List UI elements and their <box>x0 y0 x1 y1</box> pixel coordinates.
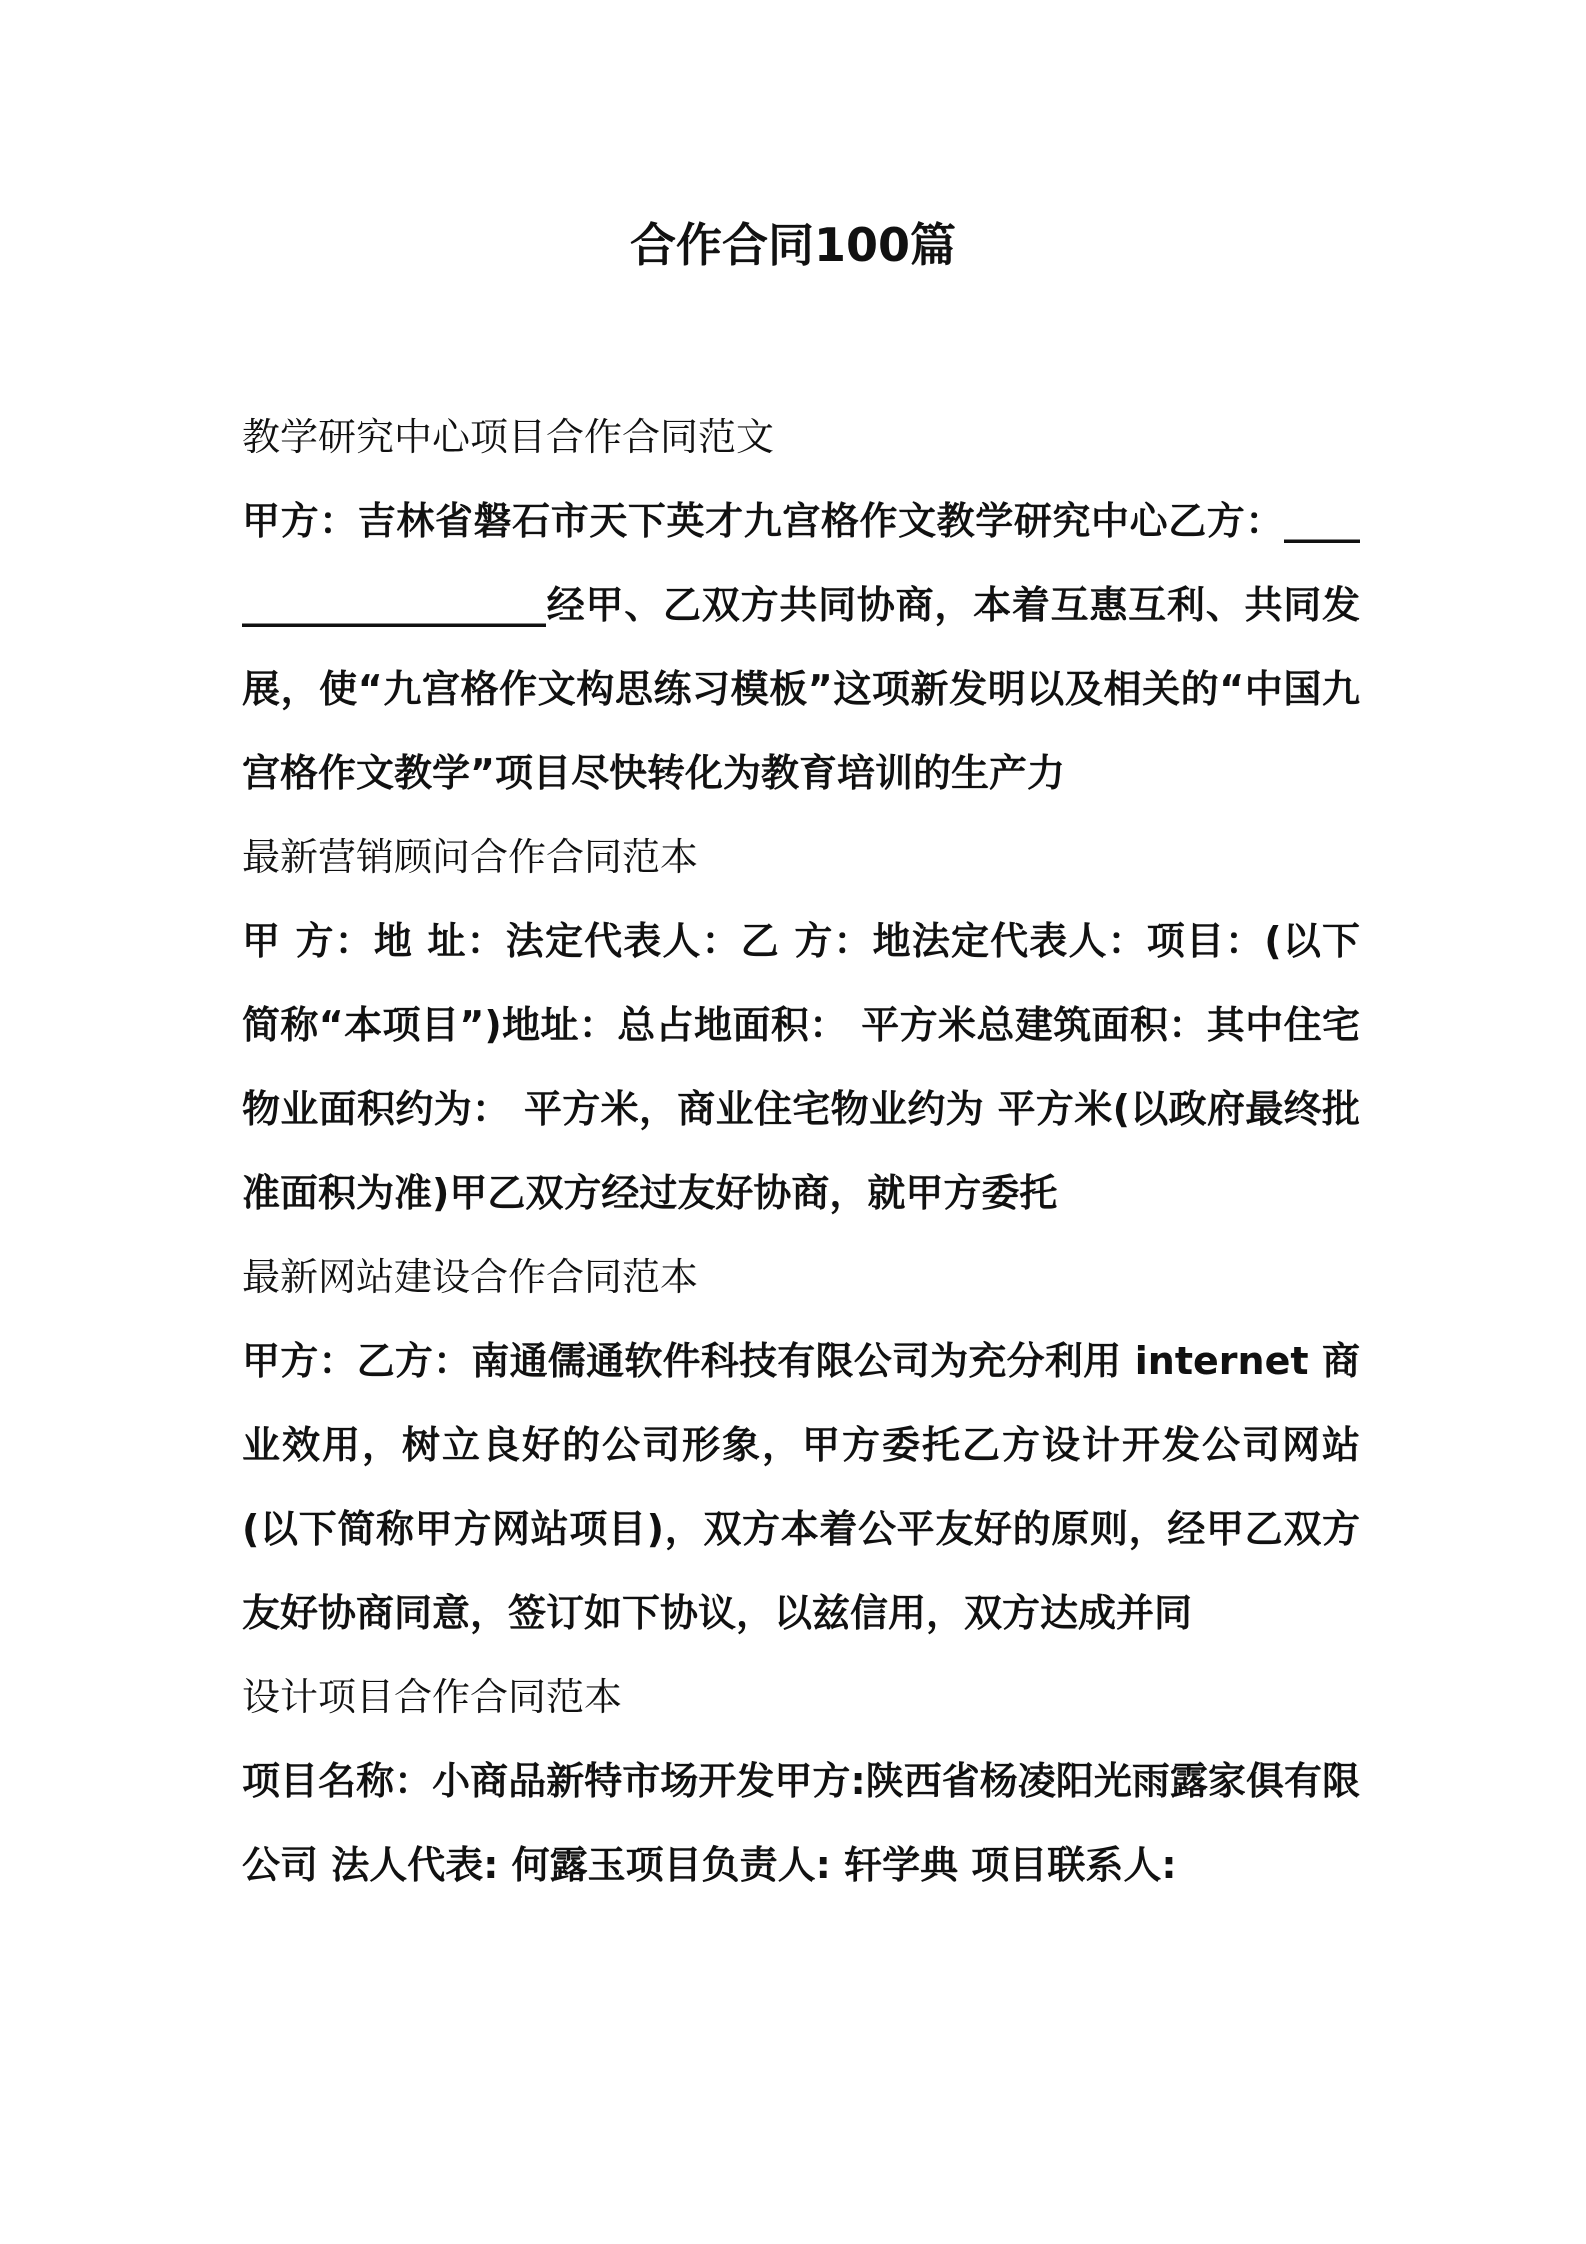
section-body: 甲方：乙方：南通儒通软件科技有限公司为充分利用 internet 商业效用，树立良好的公司形象，甲方委托乙方设计开发公司网站(以下简称甲方网站项目)，双方本着公平友好的原则，经甲乙双方友好协商同意，签订如下协议，以兹信用，双方达成并同 <box>242 1339 1360 1635</box>
section-body: 项目名称：小商品新特市场开发甲方:陕西省杨凌阳光雨露家俱有限公司 法人代表: 何露玉项目负责人: 轩学典 项目联系人: <box>242 1759 1360 1887</box>
section-website-construction <box>242 1235 1360 1655</box>
section-body: 甲方：吉林省磐石市天下英才九宫格作文教学研究中心乙方：____________________经甲、乙双方共同协商，本着互惠互利、共同发展，使“九宫格作文构思练习模板”这项新发明以及相关的“中国九宫格作文教学”项目尽快转化为教育培训的生产力 <box>242 499 1360 795</box>
section-marketing-consultant <box>242 815 1360 1235</box>
section-heading: 最新网站建设合作合同范本 <box>242 1255 699 1299</box>
section-heading: 教学研究中心项目合作合同范文 <box>242 415 775 459</box>
section-heading: 设计项目合作合同范本 <box>242 1675 623 1719</box>
document-content <box>242 395 1360 1907</box>
section-design-project <box>242 1655 1360 1907</box>
document-title: 合作合同100篇 <box>629 218 957 272</box>
section-teaching-research <box>242 395 1360 815</box>
section-heading: 最新营销顾问合作合同范本 <box>242 835 699 879</box>
section-body: 甲 方：地 址：法定代表人：乙 方：地法定代表人：项目：(以下简称“本项目”)地址：总占地面积： 平方米总建筑面积：其中住宅物业面积约为： 平方米，商业住宅物业约为 平方米(以政府最终批准面积为准)甲乙双方经过友好协商，就甲方委托 <box>242 919 1360 1215</box>
